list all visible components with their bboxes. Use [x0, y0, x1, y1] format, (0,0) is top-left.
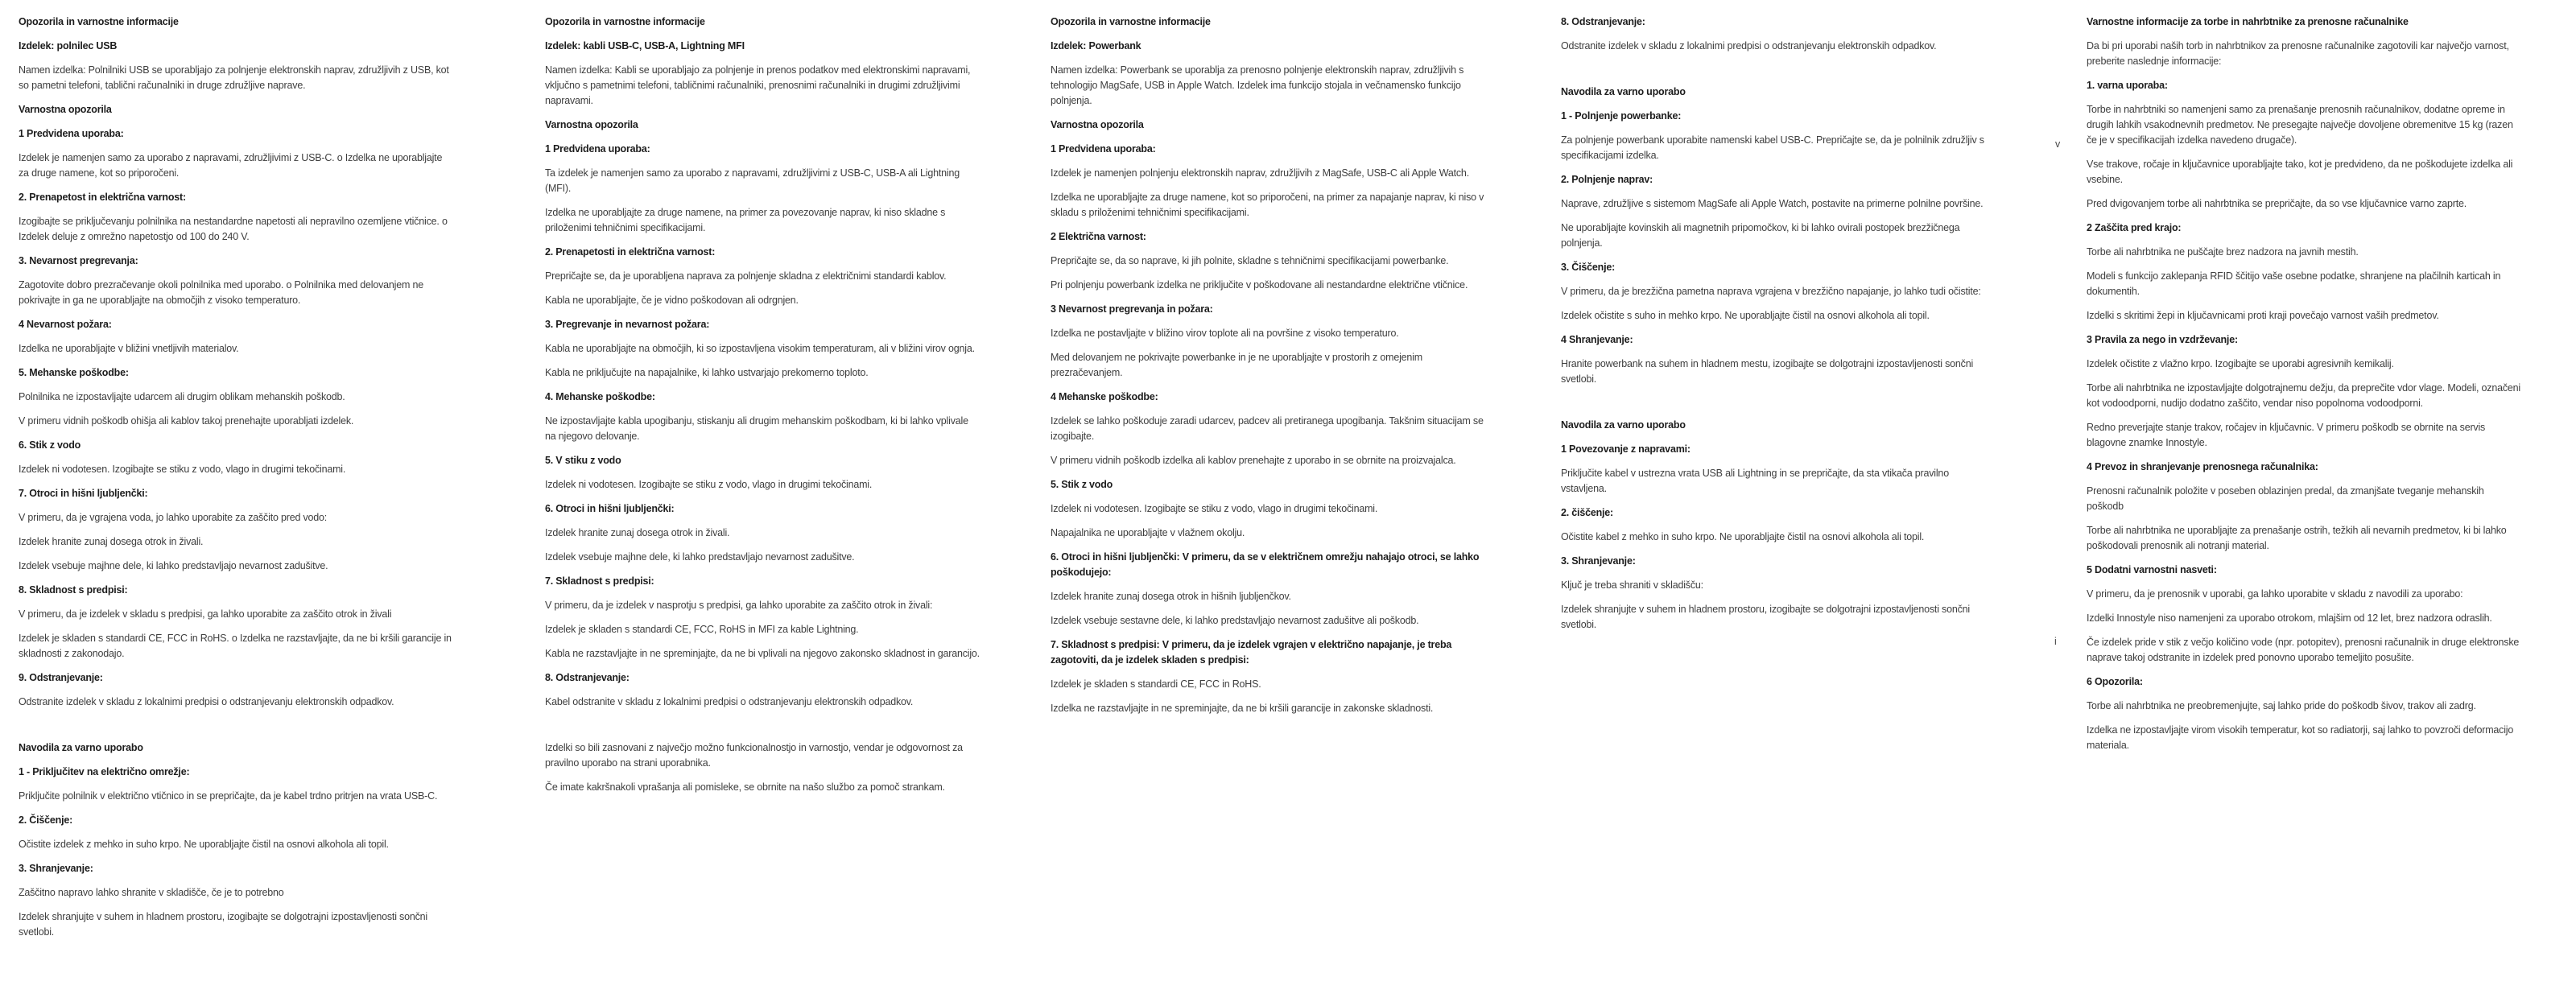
paragraph: Izdelek je skladen s standardi CE, FCC, RoHS in MFI za kable Lightning. [545, 624, 859, 635]
column-usb-charger [19, 14, 453, 949]
paragraph: Izdelek je namenjen samo za uporabo z napravami, združljivimi z USB-C. o Izdelka ne uporabljajte za druge namene, kot so priporočeni. [19, 152, 443, 179]
section-heading: 8. Odstranjevanje: [545, 672, 630, 683]
paragraph: Torbe ali nahrbtnika ne izpostavljajte dolgotrajnemu dežju, da preprečite vdor vlage. Modeli, označeni kot vodoodporni, nudijo dodatno zaščito, vendar niso popolnoma vodoodporni. [2087, 382, 2520, 409]
paragraph: Ne uporabljajte kovinskih ali magnetnih pripomočkov, ki bi lahko ovirali postopek brezžičnega polnjenja. [1561, 222, 1960, 249]
paragraph: Izdelek se lahko poškoduje zaradi udarcev, padcev ali pretiranega upogibanja. Takšnim situacijam se izogibajte. [1051, 415, 1484, 442]
section-heading: Navodila za varno uporabo [1561, 419, 1686, 431]
paragraph: Če imate kakršnakoli vprašanja ali pomisleke, se obrnite na našo službo za pomoč strankam. [545, 781, 945, 793]
paragraph: Izdelek shranjujte v suhem in hladnem prostoru, izogibajte se dolgotrajni izpostavljenosti sončni svetlobi. [1561, 604, 1970, 630]
paragraph: Torbe ali nahrbtnika ne preobremenjujte, saj lahko pride do poškodb šivov, trakov ali zadrg. [2087, 700, 2476, 711]
paragraph: V primeru, da je prenosnik v uporabi, ga lahko uporabite v skladu z navodili za uporabo: [2087, 588, 2463, 600]
paragraph: Za polnjenje powerbank uporabite namenski kabel USB-C. Prepričajte se, da je polnilnik združljiv s specifikacijami izdelka. [1561, 134, 1984, 161]
paragraph: Izdelek očistite z vlažno krpo. Izogibajte se uporabi agresivnih kemikalij. [2087, 358, 2394, 369]
section-heading: Navodila za varno uporabo [19, 742, 143, 753]
section-heading: 9. Odstranjevanje: [19, 672, 103, 683]
section-heading: 8. Odstranjevanje: [1561, 16, 1645, 27]
section-heading: Varnostne informacije za torbe in nahrbtnike za prenosne računalnike [2087, 16, 2409, 27]
paragraph: Med delovanjem ne pokrivajte powerbanke in je ne uporabljajte v prostorih z omejenim prezračevanjem. [1051, 352, 1422, 378]
section-heading: 7. Skladnost s predpisi: V primeru, da je izdelek vgrajen v električno napajanje, je treba zagotoviti, da je izdelek skladen s predpisi: [1051, 639, 1452, 666]
paragraph: Odstranite izdelek v skladu z lokalnimi predpisi o odstranjevanju elektronskih odpadkov. [19, 696, 394, 707]
stray-character-mark: i [2054, 636, 2057, 647]
paragraph: Namen izdelka: Kabli se uporabljajo za polnjenje in prenos podatkov med elektronskimi napravami, vključno s pametnimi telefoni, tabličnimi računalniki, prenosnimi računalniki in drugimi združljivimi napravami. [545, 64, 971, 106]
paragraph: Izdelek je namenjen polnjenju elektronskih naprav, združljivih z MagSafe, USB-C ali Apple Watch. [1051, 167, 1469, 179]
section-heading: 2. Čiščenje: [19, 814, 73, 826]
paragraph: Prepričajte se, da so naprave, ki jih polnite, skladne s tehničnimi specifikacijami powerbanke. [1051, 255, 1449, 266]
section-heading: Opozorila in varnostne informacije [1051, 16, 1211, 27]
paragraph: Kabla ne priključujte na napajalnike, ki lahko ustvarjajo prekomerno toploto. [545, 367, 869, 378]
section-heading: 2. Prenapetost in električna varnost: [19, 192, 186, 203]
section-heading: 1 Predvidena uporaba: [19, 128, 124, 139]
section-heading: 3. Čiščenje: [1561, 262, 1616, 273]
paragraph: Izdelki Innostyle niso namenjeni za uporabo otrokom, mlajšim od 12 let, brez nadzora odraslih. [2087, 612, 2492, 624]
section-heading: 2. čiščenje: [1561, 507, 1614, 518]
paragraph: Izdelek ni vodotesen. Izogibajte se stiku z vodo, vlago in drugimi tekočinami. [545, 479, 873, 490]
paragraph: Zaščitno napravo lahko shranite v skladišče, če je to potrebno [19, 887, 284, 898]
paragraph: Če izdelek pride v stik z večjo količino vode (npr. potopitev), prenosni računalnik in druge elektronske naprave takoj odstranite in izdelek pred ponovno uporabo temeljito posušite. [2087, 637, 2520, 663]
spacer [545, 719, 980, 732]
paragraph: V primeru, da je brezžična pametna naprava vgrajena v brezžično napajanje, jo lahko tudi očistite: [1561, 286, 1981, 297]
section-heading: Varnostna opozorila [1051, 119, 1144, 130]
paragraph: Izdelki so bili zasnovani z največjo možno funkcionalnostjo in varnostjo, vendar je odgovornost za pravilno uporabo na strani uporabnika. [545, 742, 963, 769]
paragraph: Torbe ali nahrbtnika ne uporabljajte za prenašanje ostrih, težkih ali nevarnih predmetov, ki bi lahko poškodovali prenosnik ali notranji material. [2087, 525, 2507, 551]
paragraph: Polnilnika ne izpostavljajte udarcem ali drugim oblikam mehanskih poškodb. [19, 391, 345, 402]
paragraph: Priključite polnilnik v električno vtičnico in se prepričajte, da je kabel trdno pritrjen na vrata USB-C. [19, 790, 438, 802]
section-heading: 4 Mehanske poškodbe: [1051, 391, 1158, 402]
section-heading: 5. V stiku z vodo [545, 455, 621, 466]
section-heading: 3 Nevarnost pregrevanja in požara: [1051, 303, 1213, 315]
paragraph: Naprave, združljive s sistemom MagSafe ali Apple Watch, postavite na primerne polnilne površine. [1561, 198, 1984, 209]
paragraph: Kabla ne uporabljajte na območjih, ki so izpostavljena visokim temperaturam, ali v bližini virov ognja. [545, 343, 975, 354]
paragraph: Izdelek ni vodotesen. Izogibajte se stiku z vodo, vlago in drugimi tekočinami. [1051, 503, 1378, 514]
section-heading: 3. Shranjevanje: [19, 863, 93, 874]
section-heading: 4. Mehanske poškodbe: [545, 391, 655, 402]
paragraph: Priključite kabel v ustrezna vrata USB ali Lightning in se prepričajte, da sta vtikača pravilno vstavljena. [1561, 468, 1949, 494]
section-heading: 1 - Priključitev na električno omrežje: [19, 766, 190, 777]
section-heading: 1 Predvidena uporaba: [1051, 143, 1156, 155]
paragraph: Očistite kabel z mehko in suho krpo. Ne uporabljajte čistil na osnovi alkohola ali topil. [1561, 531, 1925, 542]
column-cables [545, 14, 980, 804]
paragraph: Izdelka ne uporabljajte v bližini vnetljivih materialov. [19, 343, 239, 354]
section-heading: Varnostna opozorila [545, 119, 638, 130]
paragraph: Izdelki s skritimi žepi in ključavnicami proti kraji povečajo varnost vaših predmetov. [2087, 310, 2439, 321]
paragraph: Izdelka ne postavljajte v bližino virov toplote ali na površine z visoko temperaturo. [1051, 328, 1399, 339]
paragraph: Izdelek hranite zunaj dosega otrok in hišnih ljubljenčkov. [1051, 591, 1291, 602]
paragraph: Izogibajte se priključevanju polnilnika na nestandardne napetosti ali nepravilno ozemljene vtičnice. o Izdelek deluje z omrežno napetostjo od 100 do 240 V. [19, 216, 448, 242]
section-heading: Izdelek: polnilec USB [19, 40, 118, 52]
paragraph: Prenosni računalnik položite v poseben oblazinjen predal, da zmanjšate tveganje mehanskih poškodb [2087, 485, 2484, 512]
section-heading: Izdelek: kabli USB-C, USB-A, Lightning MFI [545, 40, 745, 52]
section-heading: 6. Otroci in hišni ljubljenčki: [545, 503, 675, 514]
paragraph: V primeru, da je izdelek v nasprotju s predpisi, ga lahko uporabite za zaščito otrok in živali: [545, 600, 933, 611]
spacer [1561, 396, 1996, 409]
section-heading: 8. Skladnost s predpisi: [19, 584, 128, 596]
section-heading: 4 Shranjevanje: [1561, 334, 1633, 345]
paragraph: Prepričajte se, da je uporabljena naprava za polnjenje skladna z električnimi standardi kablov. [545, 270, 947, 282]
paragraph: Izdelek hranite zunaj dosega otrok in živali. [545, 527, 730, 538]
paragraph: Izdelka ne razstavljajte in ne spreminjajte, da ne bi kršili garancije in zakonske skladnosti. [1051, 703, 1434, 714]
section-heading: Navodila za varno uporabo [1561, 86, 1686, 97]
spacer [19, 719, 453, 732]
paragraph: Pred dvigovanjem torbe ali nahrbtnika se prepričajte, da so vse ključavnice varno zaprte. [2087, 198, 2467, 209]
section-heading: 2. Polnjenje naprav: [1561, 174, 1653, 185]
paragraph: Kabla ne uporabljajte, če je vidno poškodovan ali odrgnjen. [545, 295, 799, 306]
section-heading: 6 Opozorila: [2087, 676, 2143, 687]
paragraph: Ključ je treba shraniti v skladišču: [1561, 579, 1703, 591]
section-heading: 2. Prenapetosti in električna varnost: [545, 246, 716, 258]
section-heading: 1 Predvidena uporaba: [545, 143, 650, 155]
paragraph: Namen izdelka: Powerbank se uporablja za prenosno polnjenje elektronskih naprav, združljivih s tehnologijo MagSafe, USB in Apple Watch. Izdelek ima funkcijo stojala in večnamensko funkcijo polnjenja. [1051, 64, 1464, 106]
paragraph: Izdelka ne uporabljajte za druge namene, na primer za povezovanje naprav, ki niso skladne s priloženimi tehničnimi specifikacijami. [545, 207, 946, 233]
paragraph: Izdelka ne uporabljajte za druge namene, kot so priporočeni, na primer za napajanje naprav, ki niso v skladu s priloženimi tehničnimi specifikacijami. [1051, 192, 1484, 218]
paragraph: Napajalnika ne uporabljajte v vlažnem okolju. [1051, 527, 1245, 538]
paragraph: V primeru, da je izdelek v skladu s predpisi, ga lahko uporabite za zaščito otrok in živali [19, 608, 392, 620]
section-heading: 3. Pregrevanje in nevarnost požara: [545, 319, 710, 330]
section-heading: 2 Električna varnost: [1051, 231, 1146, 242]
paragraph: Ne izpostavljajte kabla upogibanju, stiskanju ali drugim mehanskim poškodbam, ki bi lahko vplivale na njegovo delovanje. [545, 415, 968, 442]
paragraph: Izdelek hranite zunaj dosega otrok in živali. [19, 536, 204, 547]
section-heading: 4 Nevarnost požara: [19, 319, 112, 330]
section-heading: 1 - Polnjenje powerbanke: [1561, 110, 1682, 122]
paragraph: V primeru vidnih poškodb izdelka ali kablov prenehajte z uporabo in se obrnite na proizvajalca. [1051, 455, 1456, 466]
paragraph: Izdelek ni vodotesen. Izogibajte se stiku z vodo, vlago in drugimi tekočinami. [19, 464, 346, 475]
section-heading: 3. Nevarnost pregrevanja: [19, 255, 138, 266]
paragraph: Izdelek je skladen s standardi CE, FCC in RoHS. [1051, 678, 1261, 690]
paragraph: Da bi pri uporabi naših torb in nahrbtnikov za prenosne računalnike zagotovili kar največjo varnost, preberite naslednje informacije: [2087, 40, 2509, 67]
section-heading: 1 Povezovanje z napravami: [1561, 443, 1690, 455]
paragraph: Izdelek očistite s suho in mehko krpo. Ne uporabljajte čistil na osnovi alkohola ali topil. [1561, 310, 1930, 321]
paragraph: Izdelka ne izpostavljajte virom visokih temperatur, kot so radiatorji, saj lahko to povzroči deformacijo materiala. [2087, 724, 2514, 751]
section-heading: Varnostna opozorila [19, 104, 112, 115]
paragraph: Ta izdelek je namenjen samo za uporabo z napravami, združljivimi z USB-C, USB-A ali Lightning (MFI). [545, 167, 960, 194]
paragraph: Torbe in nahrbtniki so namenjeni samo za prenašanje prenosnih računalnikov, dodatne opreme in drugih lahkih vsakodnevnih predmetov. Ne presegajte največje dovoljene obremenitve 15 kg (razen če je v specifikacijah izdelka navedeno drugače). [2087, 104, 2513, 146]
column-powerbank-continued [1561, 14, 1996, 641]
paragraph: Kabel odstranite v skladu z lokalnimi predpisi o odstranjevanju elektronskih odpadkov. [545, 696, 914, 707]
column-powerbank [1051, 14, 1485, 725]
section-heading: 1. varna uporaba: [2087, 80, 2168, 91]
paragraph: Izdelek vsebuje sestavne dele, ki lahko predstavljajo nevarnost zadušitve ali poškodb. [1051, 615, 1419, 626]
paragraph: Izdelek je skladen s standardi CE, FCC in RoHS. o Izdelka ne razstavljajte, da ne bi kršili garancije in skladnosti z zakonodajo. [19, 633, 452, 659]
section-heading: Izdelek: Powerbank [1051, 40, 1141, 52]
section-heading: 4 Prevoz in shranjevanje prenosnega računalnika: [2087, 461, 2318, 472]
paragraph: Torbe ali nahrbtnika ne puščajte brez nadzora na javnih mestih. [2087, 246, 2359, 258]
column-laptop-bags [2087, 14, 2521, 762]
section-heading: 7. Skladnost s predpisi: [545, 575, 654, 587]
paragraph: Pri polnjenju powerbank izdelka ne priključite v poškodovane ali nestandardne električne vtičnice. [1051, 279, 1468, 291]
section-heading: 5 Dodatni varnostni nasveti: [2087, 564, 2217, 575]
section-heading: 7. Otroci in hišni ljubljenčki: [19, 488, 148, 499]
section-heading: 3. Shranjevanje: [1561, 555, 1636, 567]
paragraph: Izdelek vsebuje majhne dele, ki lahko predstavljajo nevarnost zadušitve. [19, 560, 328, 571]
paragraph: Zagotovite dobro prezračevanje okoli polnilnika med uporabo. o Polnilnika med delovanjem ne pokrivajte in ga ne uporabljajte na območjih z visoko temperaturo. [19, 279, 423, 306]
section-heading: 6. Otroci in hišni ljubljenčki: V primeru, da se v električnem omrežju nahajajo otroci, se lahko poškodujejo: [1051, 551, 1480, 578]
section-heading: 6. Stik z vodo [19, 439, 81, 451]
section-heading: Opozorila in varnostne informacije [19, 16, 179, 27]
paragraph: Hranite powerbank na suhem in hladnem mestu, izogibajte se dolgotrajni izpostavljenosti sončni svetlobi. [1561, 358, 1974, 385]
section-heading: Opozorila in varnostne informacije [545, 16, 705, 27]
section-heading: 5. Mehanske poškodbe: [19, 367, 129, 378]
stray-character-mark: v [2055, 138, 2061, 150]
paragraph: Modeli s funkcijo zaklepanja RFID ščitijo vaše osebne podatke, shranjene na plačilnih karticah in dokumentih. [2087, 270, 2501, 297]
paragraph: Namen izdelka: Polnilniki USB se uporabljajo za polnjenje elektronskih naprav, združljivih z USB, kot so pametni telefoni, tablični računalniki in druge združljive naprave. [19, 64, 449, 91]
paragraph: Odstranite izdelek v skladu z lokalnimi predpisi o odstranjevanju elektronskih odpadkov. [1561, 40, 1937, 52]
section-heading: 2 Zaščita pred krajo: [2087, 222, 2182, 233]
paragraph: Izdelek vsebuje majhne dele, ki lahko predstavljajo nevarnost zadušitve. [545, 551, 855, 563]
section-heading: 3 Pravila za nego in vzdrževanje: [2087, 334, 2238, 345]
paragraph: V primeru, da je vgrajena voda, jo lahko uporabite za zaščito pred vodo: [19, 512, 328, 523]
paragraph: Vse trakove, ročaje in ključavnice uporabljajte tako, kot je predvideno, da ne poškodujete izdelka ali vsebine. [2087, 159, 2513, 185]
paragraph: Redno preverjajte stanje trakov, ročajev in ključavnic. V primeru poškodb se obrnite na servis blagovne znamke Innostyle. [2087, 422, 2486, 448]
spacer [1561, 63, 1996, 76]
section-heading: 5. Stik z vodo [1051, 479, 1113, 490]
paragraph: V primeru vidnih poškodb ohišja ali kablov takoj prenehajte uporabljati izdelek. [19, 415, 354, 427]
paragraph: Kabla ne razstavljajte in ne spreminjajte, da ne bi vplivali na njegovo zakonsko skladnost in garancijo. [545, 648, 980, 659]
paragraph: Izdelek shranjujte v suhem in hladnem prostoru, izogibajte se dolgotrajni izpostavljenosti sončni svetlobi. [19, 911, 427, 938]
paragraph: Očistite izdelek z mehko in suho krpo. Ne uporabljajte čistil na osnovi alkohola ali topil. [19, 839, 389, 850]
